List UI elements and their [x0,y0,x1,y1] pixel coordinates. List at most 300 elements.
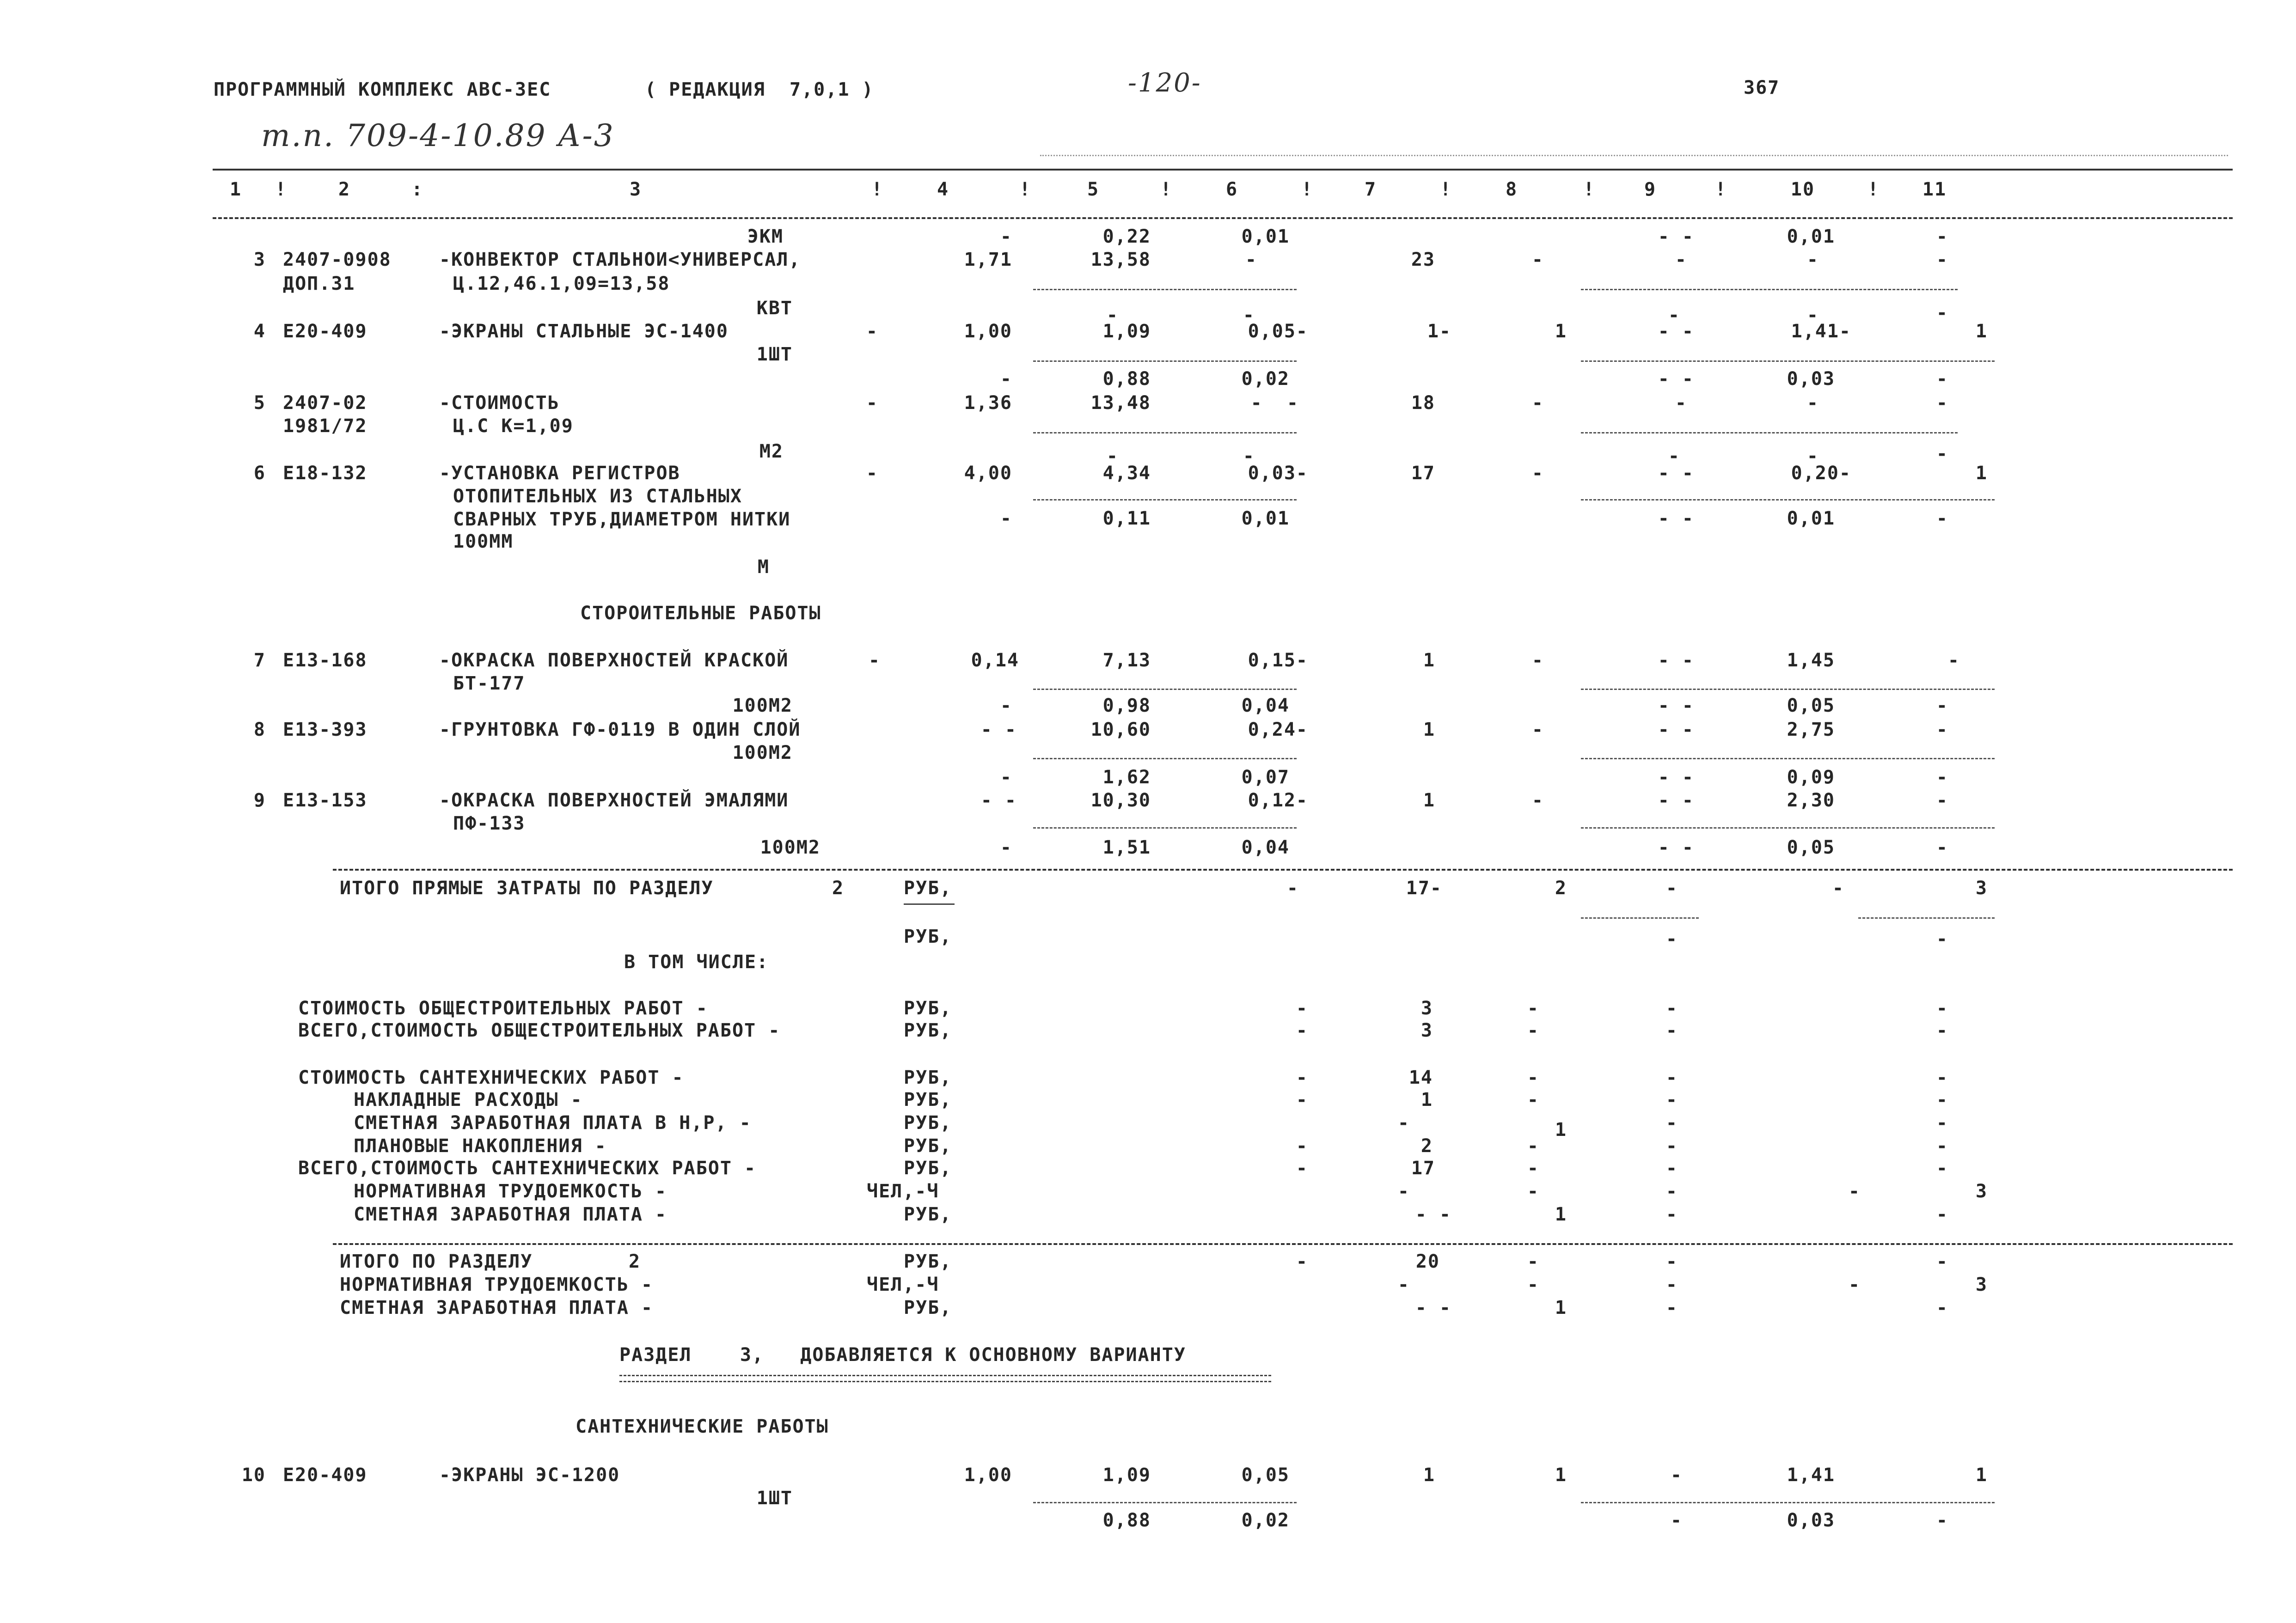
fraction-line [1581,499,1995,500]
cell-c6: - [1243,445,1255,467]
column-separator: ! [1440,179,1452,200]
cell-c4: 1,36 [964,392,1012,414]
cell-c11: 1 [1975,463,1988,484]
cell-c9: - [1675,249,1687,270]
cell-c11: - [1936,508,1948,529]
section-total-label: СМЕТНАЯ ЗАРАБОТНАЯ ПЛАТА - [340,1297,654,1318]
fraction-line [904,903,955,905]
cell-c9: - [1665,878,1678,899]
cell-c9: - - [1658,719,1694,740]
fraction-line [1581,289,1958,290]
cell-c8: 2 [1555,878,1567,899]
unit-rub: РУБ, [904,926,952,947]
cell-c7: 1 [1423,1464,1435,1486]
cell-c5: 1,62 [1102,767,1151,788]
cell-c11: 1 [1975,1464,1988,1486]
cell-c7: - [1397,1112,1410,1134]
fraction-line [1581,689,1995,690]
cell-c7: 18 [1411,392,1435,414]
cell-c10: 0,03 [1787,1510,1835,1531]
fraction-line [1858,917,1995,919]
price-code: Е13-153 [283,790,367,811]
section-number: 2 [832,878,845,899]
cell-c8: - [1527,1251,1539,1272]
cell-c8: - [1527,1158,1539,1179]
cell-c5: 13,58 [1090,249,1151,270]
cell-c11: - [1936,1067,1948,1088]
cell-c10: - [1806,249,1819,270]
cell-c11: - [1936,837,1948,858]
breakdown-label: НАКЛАДНЫЕ РАСХОДЫ - [354,1089,583,1110]
cell-c6: - [1296,1020,1308,1041]
section3-title: РАЗДЕЛ 3, ДОБАВЛЯЕТСЯ К ОСНОВНОМУ ВАРИАНТУ [619,1344,1186,1366]
item-name: 100ММ [453,531,514,552]
cell-c5: 7,13 [1102,650,1151,671]
unit-rub: РУБ, [904,1204,952,1225]
price-code: 1981/72 [283,415,367,437]
cell-c11: - [1936,392,1948,414]
item-name: -ЭКРАНЫ СТАЛЬНЫЕ ЭС-1400 [439,321,729,342]
cell-c4: - [1000,226,1012,247]
cell-c5: 0,11 [1102,508,1151,529]
cell-c8: - [1527,1089,1539,1110]
cell-c4: - - [980,719,1017,740]
cell-c11: - [1936,1297,1948,1318]
totals-label: ИТОГО ПРЯМЫЕ ЗАТРАТЫ ПО РАЗДЕЛУ [340,878,714,899]
column-separator: ! [871,179,884,200]
unit-rub: РУБ, [904,1158,952,1179]
cell-c9: - [1665,1181,1678,1202]
cell-c9: - [1665,1020,1678,1041]
cell-c11: - [1936,1089,1948,1110]
item-name: -ОКРАСКА ПОВЕРХНОСТЕЙ ЭМАЛЯМИ [439,790,789,811]
cell-c9: - [1665,1112,1678,1134]
edition-label: ( РЕДАКЦИЯ 7,0,1 ) [645,79,874,100]
page-number: 367 [1744,77,1780,98]
cell-c11: - [1936,368,1948,390]
cell-c11: - [1947,650,1960,671]
row-number: 5 [253,392,266,414]
section-total-label: НОРМАТИВНАЯ ТРУДОЕМКОСТЬ - [340,1274,654,1295]
totals-rule [333,869,2233,871]
row-number: 9 [253,790,266,811]
cell-c8: - [1531,249,1544,270]
row-number: 10 [241,1464,266,1486]
column-header: 7 [1364,179,1377,200]
cell-c9: - - [1658,321,1694,342]
cell-c7: 23 [1411,249,1435,270]
item-name: -ОКРАСКА ПОВЕРХНОСТЕЙ КРАСКОЙ [439,650,789,671]
cell-c7: 14 [1408,1067,1433,1088]
fraction-line [1033,758,1297,759]
price-code: 2407-02 [283,392,367,414]
cell-c11: - [1936,1204,1948,1225]
cell-c11: - [1936,767,1948,788]
cell-c9: - [1665,1067,1678,1088]
cell-c11: - [1936,443,1948,464]
cell-c6: - [1243,305,1255,326]
cell-c11: - [1936,928,1948,950]
breakdown-label: НОРМАТИВНАЯ ТРУДОЕМКОСТЬ - [354,1181,667,1202]
cell-c9: - - [1658,463,1694,484]
item-name: СВАРНЫХ ТРУБ,ДИАМЕТРОМ НИТКИ [453,509,791,530]
cell-c8: - [1527,1274,1539,1295]
cell-c8: - [1531,719,1544,740]
cell-c9: - [1675,392,1687,414]
cell-c8: - [1531,790,1544,811]
column-header: 10 [1790,179,1815,200]
cell-c8: - [1531,650,1544,671]
cell-c9: - - [1658,650,1694,671]
unit-rub: РУБ, [904,1297,952,1318]
cell-c9: - [1665,1274,1678,1295]
unit-rub: РУБ, [904,878,952,899]
breakdown-label: СМЕТНАЯ ЗАРАБОТНАЯ ПЛАТА В Н,Р, - [354,1112,752,1134]
breakdown-label: ВСЕГО,СТОИМОСТЬ ОБЩЕСТРОИТЕЛЬНЫХ РАБОТ - [298,1020,781,1041]
unit-rub: РУБ, [904,1112,952,1134]
cell-c9: - [1665,1297,1678,1318]
cell-c7: 1 [1423,650,1435,671]
cell-c9: - [1665,1089,1678,1110]
price-code: Е13-393 [283,719,367,740]
cell-c9: - - [1658,695,1694,716]
item-name: -ЭКРАНЫ ЭС-1200 [439,1464,620,1486]
cell-c9: - [1668,445,1680,467]
unit-labor: ЧЕЛ,-Ч [867,1181,939,1202]
unit-label: М [757,556,770,578]
cell-c8: 1 [1555,1464,1567,1486]
cell-c5: 0,22 [1102,226,1151,247]
fraction-line [1033,1502,1297,1503]
item-name: -УСТАНОВКА РЕГИСТРОВ [439,463,680,484]
row-number: 3 [253,249,266,270]
cell-c11: - [1936,1135,1948,1157]
cell-c8: - [1527,1181,1539,1202]
column-header: 11 [1922,179,1947,200]
cell-c10: 0,09 [1787,767,1835,788]
header-top-rule [213,169,2233,171]
cell-c9: - [1665,1135,1678,1157]
cell-c4: 1,00 [964,321,1012,342]
breakdown-label: СТОИМОСТЬ ОБЩЕСТРОИТЕЛЬНЫХ РАБОТ - [298,998,708,1019]
cell-c11: 3 [1975,1274,1988,1295]
cell-c7: - [1397,1274,1410,1295]
cell-c8: - [1527,1020,1539,1041]
column-header: 8 [1505,179,1518,200]
cell-c8: - [1527,1067,1539,1088]
unit-label: 1ШТ [756,1488,793,1509]
cell-c7: 1 [1423,790,1435,811]
fraction-line [1033,827,1297,829]
price-code: 2407-0908 [283,249,392,270]
fraction-line [1581,917,1699,919]
cell-c7: 3 [1420,998,1433,1019]
cell-c7: 17 [1411,463,1435,484]
cell-mark: - [866,392,878,414]
cell-c5: 10,60 [1090,719,1151,740]
cell-c5: 10,30 [1090,790,1151,811]
fraction-line [1033,689,1297,690]
cell-c6: - [1286,878,1299,899]
cell-c6: - - [1250,392,1299,414]
cell-c8: 1 [1555,1297,1567,1318]
cell-c6: - [1296,1251,1308,1272]
cell-c5: 0,88 [1102,368,1151,390]
column-separator: ! [1715,179,1727,200]
cell-c8: - [1531,463,1544,484]
breakdown-label: ПЛАНОВЫЕ НАКОПЛЕНИЯ - [354,1135,607,1157]
unit-rub: РУБ, [904,1135,952,1157]
item-name: Ц.12,46.1,09=13,58 [453,273,670,294]
cell-c9: - [1665,928,1678,950]
cell-c8: 1 [1555,1119,1567,1141]
cell-c6: 0,05- [1248,321,1308,342]
cell-c4: 0,14 [971,650,1019,671]
cell-c4: - [1000,368,1012,390]
row-number: 4 [253,321,266,342]
item-name: -ГРУНТОВКА ГФ-0119 В ОДИН СЛОЙ [439,719,801,740]
column-header: 1 [229,179,242,200]
cell-c10: - [1806,392,1819,414]
cell-c11: 1 [1975,321,1988,342]
section-heading: СТОРОИТЕЛЬНЫЕ РАБОТЫ [580,603,821,624]
header-bottom-rule [213,217,2233,219]
cell-c11: - [1936,226,1948,247]
fraction-line [1033,432,1297,433]
cell-c4: - [1000,508,1012,529]
cell-c7: 2 [1420,1135,1433,1157]
cell-c6: 0,01 [1241,508,1290,529]
cell-c9: - - [1658,368,1694,390]
cell-c11: - [1936,302,1948,323]
cell-c11: - [1936,719,1948,740]
cell-c9: - [1670,1510,1683,1531]
cell-c5: - [1106,305,1119,326]
program-title: ПРОГРАММНЫЙ КОМПЛЕКС АВС-3ЕС [214,79,551,100]
item-name: Ц.С К=1,09 [453,415,574,437]
cell-c7: 17- [1406,878,1442,899]
fraction-line [1033,499,1297,500]
cell-c11: - [1936,1112,1948,1134]
fraction-line [1581,432,1958,433]
cell-c10: 0,05 [1787,695,1835,716]
fraction-line [1581,827,1995,829]
unit-label: ЭКМ [747,226,784,247]
row-number: 6 [253,463,266,484]
column-header: 9 [1644,179,1657,200]
cell-c6: 0,04 [1241,837,1290,858]
cell-c4: - - [980,790,1017,811]
unit-label: 100М2 [760,837,820,858]
cell-c6: - [1296,1089,1308,1110]
cell-c5: 13,48 [1090,392,1151,414]
column-header: 3 [629,179,642,200]
cell-c10: 1,41 [1787,1464,1835,1486]
row-number: 7 [253,650,266,671]
price-code: ДОП.31 [283,273,355,294]
cell-c6: - [1296,1067,1308,1088]
cell-c10: 0,01 [1787,508,1835,529]
cell-c7: 3 [1420,1020,1433,1041]
column-header: 4 [937,179,949,200]
cell-c9: - - [1658,508,1694,529]
cell-c6: - [1296,1135,1308,1157]
row-number: 8 [253,719,266,740]
unit-rub: РУБ, [904,1089,952,1110]
breakdown-label: СТОИМОСТЬ САНТЕХНИЧЕСКИХ РАБОТ - [298,1067,684,1088]
cell-c11: - [1936,998,1948,1019]
cell-c10: - [1806,305,1819,326]
cell-c4: - [1000,837,1012,858]
cell-c6: 0,02 [1241,368,1290,390]
cell-c10: - [1848,1274,1861,1295]
price-code: Е18-132 [283,463,367,484]
cell-c6: - [1296,1158,1308,1179]
cell-c7: - - [1415,1297,1451,1318]
cell-c9: - - [1658,837,1694,858]
cell-mark: - [866,463,878,484]
cell-c10: 2,75 [1787,719,1835,740]
section-number: 2 [629,1251,641,1272]
cell-c4: - [1000,695,1012,716]
fraction-line [1581,360,1995,362]
cell-c11: - [1936,1158,1948,1179]
column-separator: ! [275,179,288,200]
column-separator: ! [1583,179,1596,200]
cell-c6: 0,04 [1241,695,1290,716]
section-total-rule [333,1243,2233,1245]
cell-c11: - [1936,790,1948,811]
cell-c11: 3 [1975,1181,1988,1202]
cell-c9: - [1665,1204,1678,1225]
cell-c4: 1,71 [964,249,1012,270]
cell-c6: 0,05 [1241,1464,1290,1486]
cell-c9: - [1665,1158,1678,1179]
column-separator: ! [1867,179,1880,200]
cell-mark: - [868,650,881,671]
cell-c10: 0,20- [1791,463,1851,484]
column-separator: ! [1301,179,1314,200]
cell-c10: - [1832,878,1844,899]
cell-c7: - - [1415,1204,1451,1225]
cell-c11: 3 [1975,878,1988,899]
cell-c4: - [1000,767,1012,788]
unit-label: 100М2 [732,742,793,763]
cell-c6: 0,07 [1241,767,1290,788]
cell-c8: - [1531,392,1544,414]
cell-c5: 4,34 [1102,463,1151,484]
price-code: Е20-409 [283,1464,367,1486]
cell-c5: 1,09 [1102,321,1151,342]
column-header: 5 [1087,179,1100,200]
cell-c5: 1,09 [1102,1464,1151,1486]
cell-c6: - [1296,998,1308,1019]
cell-c7: 1 [1420,1089,1433,1110]
item-name: БТ-177 [453,673,526,694]
cell-c6: 0,15- [1248,650,1308,671]
fraction-line [1033,289,1297,290]
cell-c11: - [1936,1251,1948,1272]
cell-c10: 1,41- [1791,321,1851,342]
fraction-line [1581,1502,1995,1503]
fraction-line [1581,758,1995,759]
cell-c9: - - [1658,226,1694,247]
item-name: ПФ-133 [453,813,526,834]
unit-label: 100М2 [732,695,793,716]
cell-c9: - [1668,305,1680,326]
cell-c6: 0,03- [1248,463,1308,484]
cell-c6: 0,24- [1248,719,1308,740]
item-name: -КОНВЕКТОР СТАЛЬНОИ<УНИВЕРСАЛ, [439,249,801,270]
unit-label: КВТ [756,298,793,319]
breakdown-label: ВСЕГО,СТОИМОСТЬ САНТЕХНИЧЕСКИХ РАБОТ - [298,1158,757,1179]
column-separator: ! [1019,179,1032,200]
cell-c9: - - [1658,790,1694,811]
cell-c8: 1 [1555,1204,1567,1225]
fraction-line [1033,360,1297,362]
including-label: В ТОМ ЧИСЛЕ: [624,952,769,973]
cell-c5: 0,88 [1102,1510,1151,1531]
cell-c11: - [1936,1510,1948,1531]
section-total-label: ИТОГО ПО РАЗДЕЛУ [340,1251,533,1272]
handwritten-reference: т.п. 709-4-10.89 А-3 [261,118,615,153]
cell-c8: - [1527,998,1539,1019]
column-separator: ! [1160,179,1173,200]
cell-c10: - [1806,445,1819,467]
unit-rub: РУБ, [904,1067,952,1088]
cell-c4: 1,00 [964,1464,1012,1486]
cell-c10: 0,05 [1787,837,1835,858]
cell-c10: 0,03 [1787,368,1835,390]
cell-c9: - [1670,1464,1683,1486]
cell-c5: 0,98 [1102,695,1151,716]
cell-c11: - [1936,249,1948,270]
item-name: -СТОИМОСТЬ [439,392,560,414]
unit-label: М2 [759,441,784,462]
item-name: ОТОПИТЕЛЬНЫХ ИЗ СТАЛЬНЫХ [453,486,742,507]
cell-c7: 1- [1427,321,1451,342]
cell-c6: 0,12- [1248,790,1308,811]
column-separator: : [411,179,424,200]
unit-labor: ЧЕЛ,-Ч [867,1274,939,1295]
section3-subtitle: САНТЕХНИЧЕСКИЕ РАБОТЫ [576,1416,829,1437]
cell-c5: 1,51 [1102,837,1151,858]
cell-c7: - [1397,1181,1410,1202]
cell-c9: - [1665,998,1678,1019]
cell-c10: 2,30 [1787,790,1835,811]
cell-c11: - [1936,695,1948,716]
cell-c10: 1,45 [1787,650,1835,671]
price-code: Е13-168 [283,650,367,671]
cell-c6: - [1245,249,1257,270]
cell-c9: - - [1658,767,1694,788]
cell-c5: - [1106,445,1119,467]
section3-underline [619,1375,1271,1382]
cell-c6: 0,02 [1241,1510,1290,1531]
column-header: 6 [1225,179,1238,200]
faint-guide-line [1040,155,2228,156]
cell-c8: - [1527,1135,1539,1157]
cell-mark: - [866,321,878,342]
cell-c8: 1 [1555,321,1567,342]
unit-rub: РУБ, [904,1020,952,1041]
cell-c7: 1 [1423,719,1435,740]
unit-label: 1ШТ [756,344,793,365]
unit-rub: РУБ, [904,998,952,1019]
breakdown-label: СМЕТНАЯ ЗАРАБОТНАЯ ПЛАТА - [354,1204,667,1225]
cell-c7: 20 [1415,1251,1440,1272]
cell-c10: - [1848,1181,1861,1202]
